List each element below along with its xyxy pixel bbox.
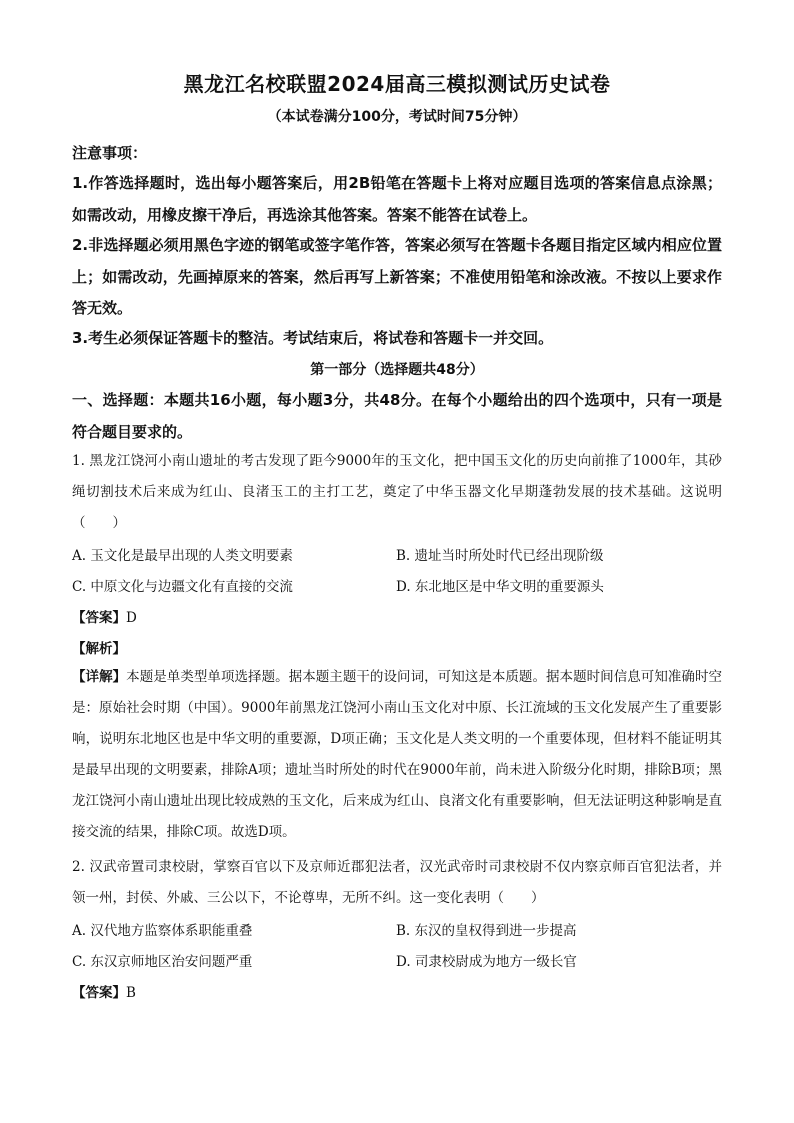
question-2-options-row-1 [72,919,722,943]
analysis-label: 【解析】 [72,641,126,657]
question-2-option-c: C. 东汉京师地区治安问题严重 [72,954,253,970]
notice-item-2: 2.非选择题必须用黑色字迹的钢笔或签字笔作答，答案必须写在答题卡各题目指定区域内相应位置上；如需改动，先画掉原来的答案，然后再写上新答案；不准使用铅笔和涂改液。不按以上要求作答无效。 [72,236,722,317]
detail-label: 【详解】 [72,669,127,685]
question-1-option-b: B. 遗址当时所处时代已经出现阶级 [396,548,604,564]
question-2-answer [72,981,722,1001]
notice-item-3: 3.考生必须保证答题卡的整洁。考试结束后，将试卷和答题卡一并交回。 [72,329,554,347]
question-1-detail [72,662,722,848]
question-1-option-a: A. 玉文化是最早出现的人类文明要素 [72,548,293,564]
question-1-option-d: D. 东北地区是中华文明的重要源头 [396,579,604,595]
question-1-options-row-1 [72,544,722,568]
question-1-option-c: C. 中原文化与边疆文化有直接的交流 [72,579,293,595]
question-2-option-b: B. 东汉的皇权得到进一步提高 [396,923,577,939]
question-1-answer [72,606,722,626]
question-1-options-row-2 [72,575,722,599]
exam-subtitle: （本试卷满分100分，考试时间75分钟） [267,109,527,125]
notice-heading: 注意事项： [72,144,148,162]
question-2-option-a: A. 汉代地方监察体系职能重叠 [72,923,253,939]
answer-label: 【答案】 [72,610,126,626]
detail-text: 本题是单类型单项选择题。据本题主题干的设问词，可知这是本质题。据本题时间信息可知准确时空是：原始社会时期（中国）。9000年前黑龙江饶河小南山玉文化对中原、长江流域的玉文化发展产生了重要影响，说明东北地区也是中华文明的重要源，D项正确；玉文化是人类文明的一个重要体现，但材料不能证明其是最早出现的文明要素，排除A项；遗址当时所处的时代在9000年前，尚未进入阶级分化时期，排除B项；黑龙江饶河小南山遗址出现比较成熟的玉文化，后来成为红山、良渚文化有重要影响，但无法证明这种影响是直接交流的结果，排除C项。故选D项。 [72,669,723,840]
page-title: 黑龙江名校联盟2024届高三模拟测试历史试卷 [183,72,611,96]
section-instructions: 一、选择题：本题共16小题，每小题3分，共48分。在每个小题给出的四个选项中，只有一项是符合题目要求的。 [72,391,722,441]
question-1-stem: 1. 黑龙江饶河小南山遗址的考古发现了距今9000年的玉文化，把中国玉文化的历史向前推了1000年，其砂绳切割技术后来成为红山、良渚玉工的主打工艺，奠定了中华玉器文化早期蓬勃发展的技术基础。这说明（ ） [72,453,722,531]
answer-label: 【答案】 [72,985,126,1001]
notice-item-1: 1.作答选择题时，选出每小题答案后，用2B铅笔在答题卡上将对应题目选项的答案信息点涂黑；如需改动，用橡皮擦干净后，再选涂其他答案。答案不能答在试卷上。 [72,174,722,224]
question-1-analysis [72,637,722,657]
answer-value: B [126,985,136,1001]
part-title: 第一部分（选择题共48分） [310,362,484,378]
question-2-stem: 2. 汉武帝置司隶校尉，掌察百官以下及京师近郡犯法者，汉光武帝时司隶校尉不仅内察京师百官犯法者，并领一州，封侯、外戚、三公以下，不论尊卑，无所不纠。这一变化表明（ ） [72,859,722,906]
question-2-options-row-2 [72,950,722,974]
question-2-option-d: D. 司隶校尉成为地方一级长官 [396,954,577,970]
answer-value: D [126,610,137,626]
